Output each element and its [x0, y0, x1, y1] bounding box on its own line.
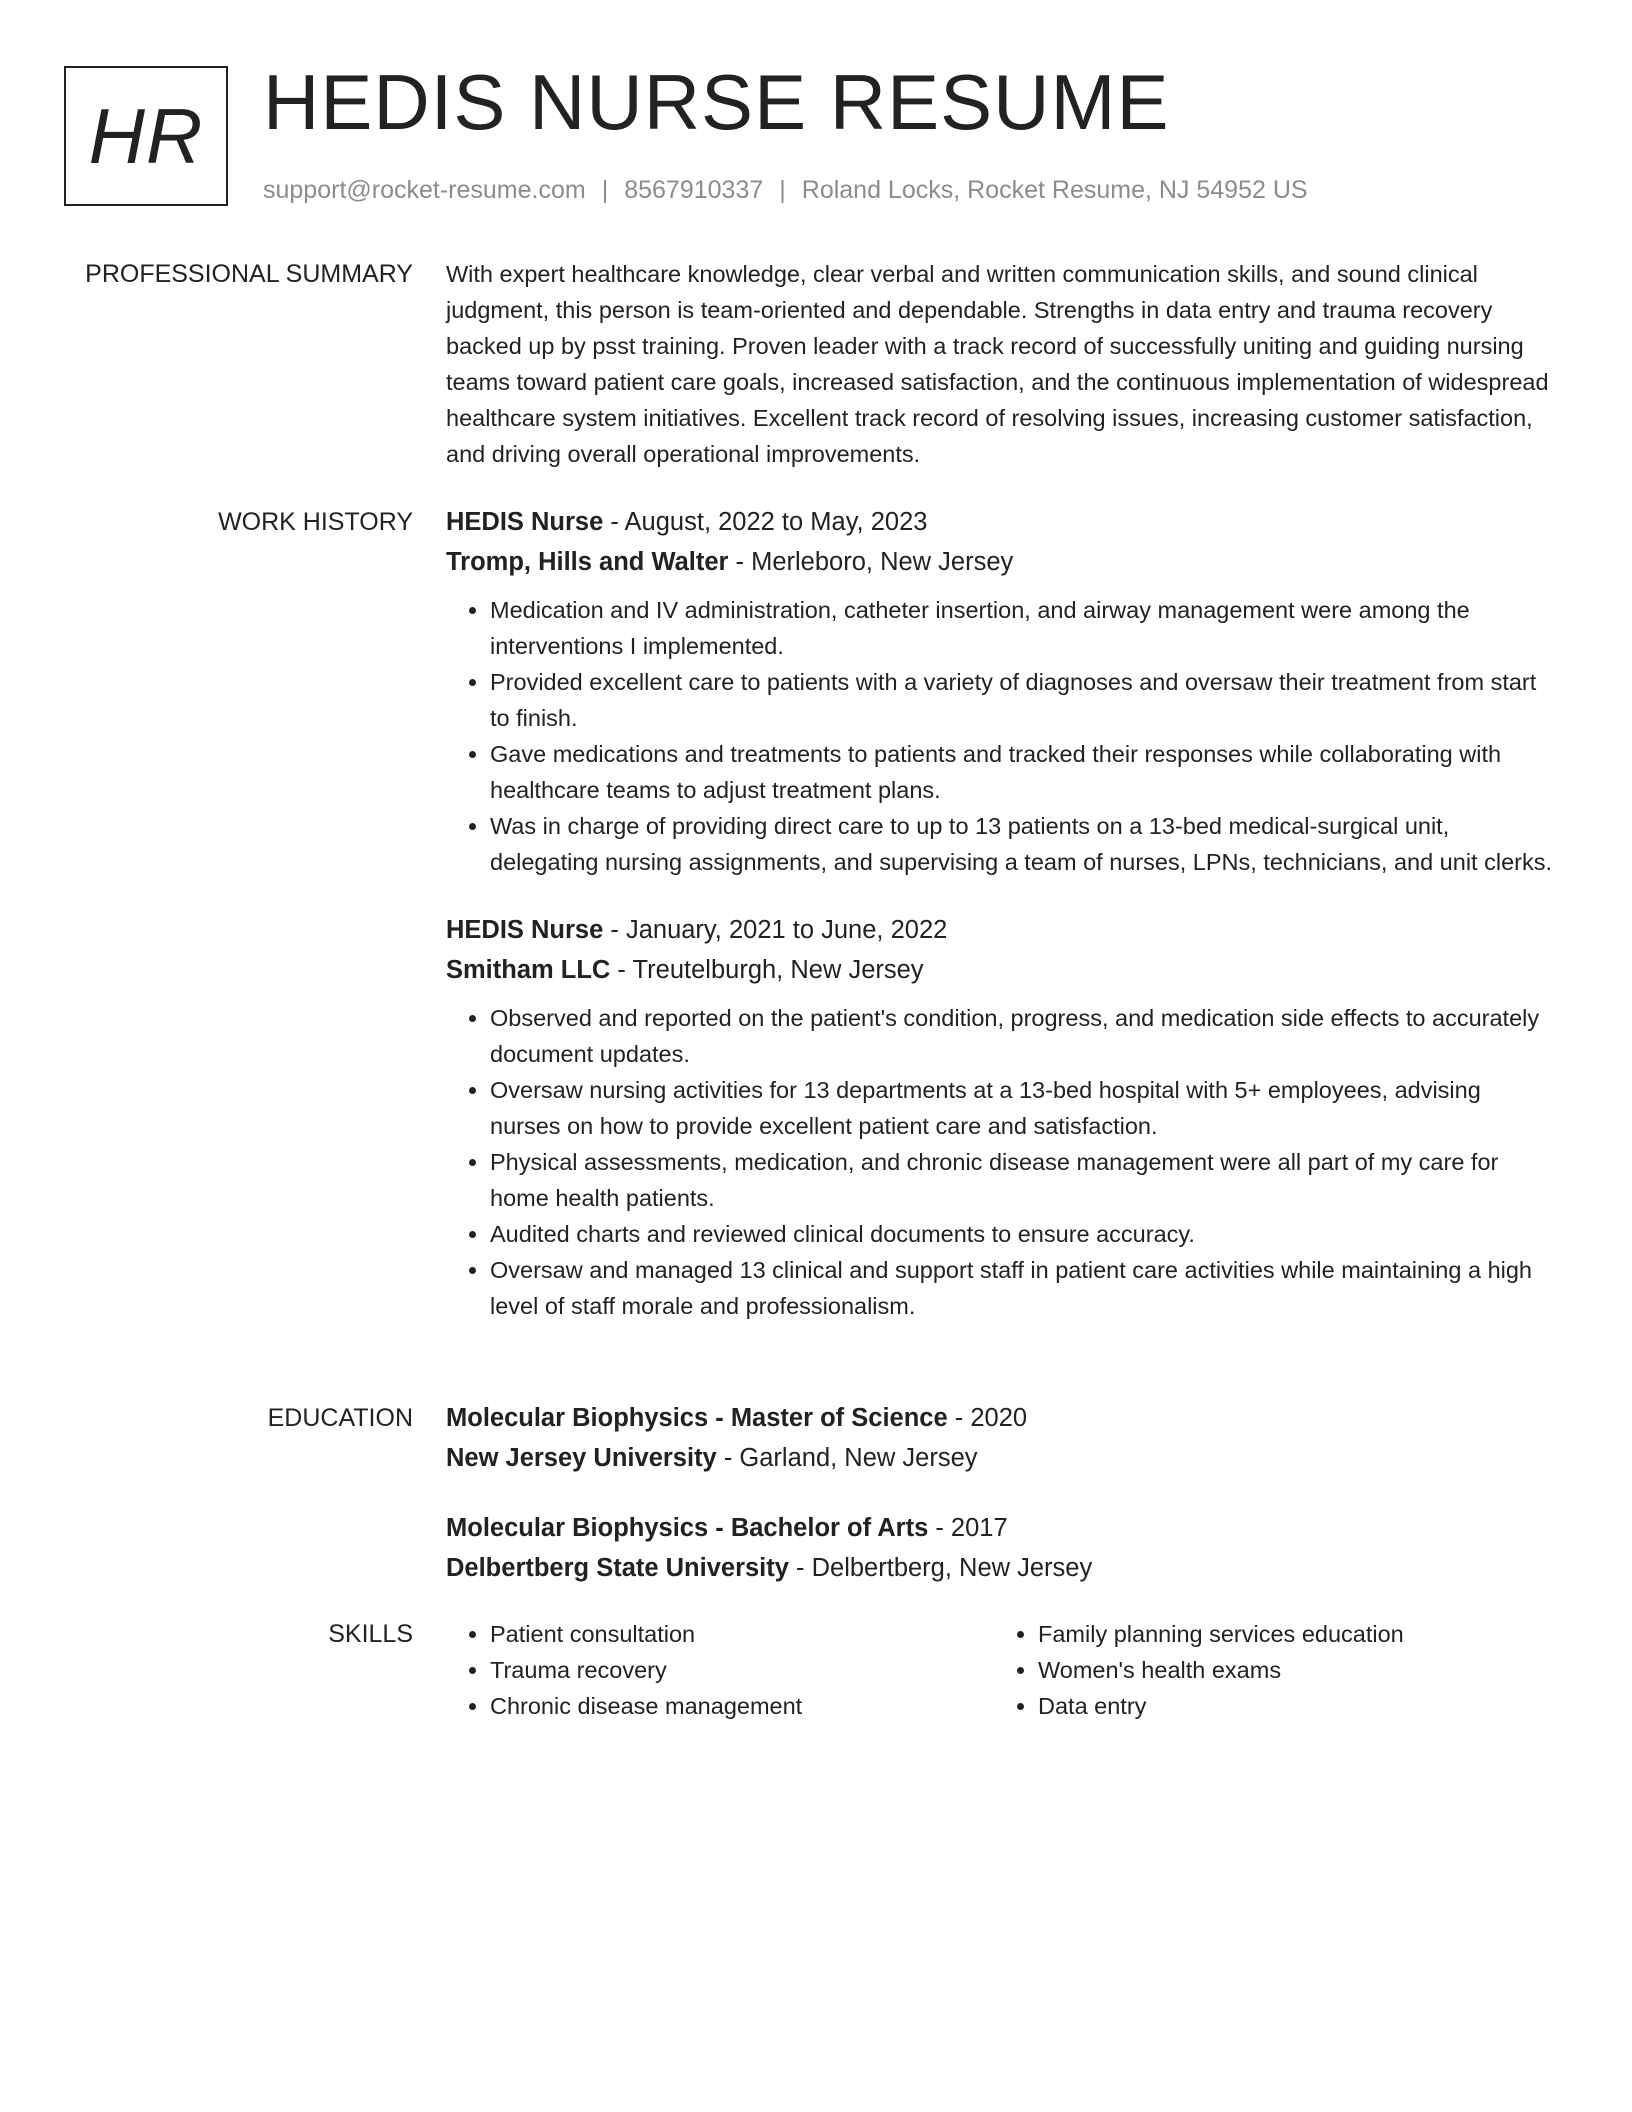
job-title-line — [446, 910, 1556, 950]
job-company-line — [446, 950, 1556, 990]
job-location: - Merleboro, New Jersey — [728, 548, 1014, 576]
summary-heading: PROFESSIONAL SUMMARY — [85, 260, 413, 288]
job-role: HEDIS Nurse — [446, 508, 604, 536]
job-bullet: • Oversaw and managed 13 clinical and support staff in patient care activities while maintaining a high level of staff morale and professionalism. — [490, 1252, 1556, 1324]
education-location: - Delbertberg, New Jersey — [788, 1554, 1093, 1582]
skill-item: • Family planning services education — [1038, 1616, 1542, 1652]
job-company-line — [446, 542, 1556, 582]
resume-title: HEDIS NURSE RESUME — [263, 58, 1170, 146]
education-school: New Jersey University — [446, 1444, 717, 1472]
skill-item: • Patient consultation — [490, 1616, 994, 1652]
education-degree-line — [446, 1398, 1556, 1438]
skills-grid — [446, 1616, 1556, 1724]
contact-separator: | — [779, 176, 786, 204]
contact-separator: | — [601, 176, 609, 204]
job-company: Tromp, Hills and Walter — [446, 548, 729, 576]
job-dates: - January, 2021 to June, 2022 — [603, 916, 948, 944]
education-entry — [446, 1398, 1556, 1478]
job-bullet: • Observed and reported on the patient's condition, progress, and medication side effects to accurately document updates. — [490, 1000, 1556, 1072]
education-location: - Garland, New Jersey — [716, 1444, 978, 1472]
job-entry — [446, 502, 1556, 880]
skills-body — [446, 1616, 1556, 1724]
job-role: HEDIS Nurse — [446, 916, 604, 944]
education-school-line — [446, 1438, 1556, 1478]
education-heading: EDUCATION — [267, 1404, 413, 1432]
skill-item: • Data entry — [1038, 1688, 1542, 1724]
contact-line — [263, 176, 1308, 205]
job-bullet: • Provided excellent care to patients with a variety of diagnoses and oversaw their treatment from start to finish. — [490, 664, 1556, 736]
contact-email[interactable]: support@rocket-resume.com — [263, 176, 586, 204]
job-title-line — [446, 502, 1556, 542]
education-year: - 2020 — [947, 1404, 1028, 1432]
education-degree: Molecular Biophysics - Bachelor of Arts — [446, 1514, 929, 1542]
skill-item: • Trauma recovery — [490, 1652, 994, 1688]
job-dates: - August, 2022 to May, 2023 — [603, 508, 928, 536]
skills-column-right — [994, 1616, 1542, 1724]
skills-column-left — [446, 1616, 994, 1724]
contact-address: Roland Locks, Rocket Resume, NJ 54952 US — [801, 176, 1308, 204]
job-bullets — [446, 1000, 1556, 1324]
education-year: - 2017 — [928, 1514, 1008, 1542]
job-bullet: • Oversaw nursing activities for 13 departments at a 13-bed hospital with 5+ employees, advising nurses on how to provide excellent patient care and satisfaction. — [490, 1072, 1556, 1144]
skill-item: • Chronic disease management — [490, 1688, 994, 1724]
education-degree-line — [446, 1508, 1556, 1548]
job-bullet: • Physical assessments, medication, and chronic disease management were all part of my care for home health patients. — [490, 1144, 1556, 1216]
education-body — [446, 1398, 1556, 1588]
job-location: - Treutelburgh, New Jersey — [610, 956, 924, 984]
skills-heading: SKILLS — [328, 1620, 413, 1648]
job-bullets — [446, 592, 1556, 880]
job-bullet: • Audited charts and reviewed clinical documents to ensure accuracy. — [490, 1216, 1556, 1252]
skill-item: • Women's health exams — [1038, 1652, 1542, 1688]
job-bullet: • Medication and IV administration, catheter insertion, and airway management were among the interventions I implemented. — [490, 592, 1556, 664]
job-entry — [446, 910, 1556, 1324]
work-history-body — [446, 502, 1556, 1324]
work-history-heading: WORK HISTORY — [218, 508, 413, 536]
skills-list — [994, 1616, 1542, 1724]
monogram-logo: HR — [64, 66, 228, 206]
contact-phone[interactable]: 8567910337 — [624, 176, 764, 204]
skills-list — [446, 1616, 994, 1724]
summary-text: With expert healthcare knowledge, clear verbal and written communication skills, and sound clinical judgment, this person is team-oriented and dependable. Strengths in data entry and trauma recovery backed up by psst training. Proven leader with a track record of successfully uniting and guiding nursing teams toward patient care goals, increased satisfaction, and the continuous implementation of widespread healthcare system initiatives. Excellent track record of resolving issues, increasing customer satisfaction, and driving overall operational improvements. — [446, 261, 1549, 467]
job-company: Smitham LLC — [446, 956, 611, 984]
education-school-line — [446, 1548, 1556, 1588]
job-bullet: • Gave medications and treatments to patients and tracked their responses while collaborating with healthcare teams to adjust treatment plans. — [490, 736, 1556, 808]
job-bullet: • Was in charge of providing direct care to up to 13 patients on a 13-bed medical-surgical unit, delegating nursing assignments, and supervising a team of nurses, LPNs, technicians, and unit clerks. — [490, 808, 1556, 880]
education-school: Delbertberg State University — [446, 1554, 789, 1582]
education-entry — [446, 1508, 1556, 1588]
education-degree: Molecular Biophysics - Master of Science — [446, 1404, 948, 1432]
summary-body — [446, 256, 1556, 472]
